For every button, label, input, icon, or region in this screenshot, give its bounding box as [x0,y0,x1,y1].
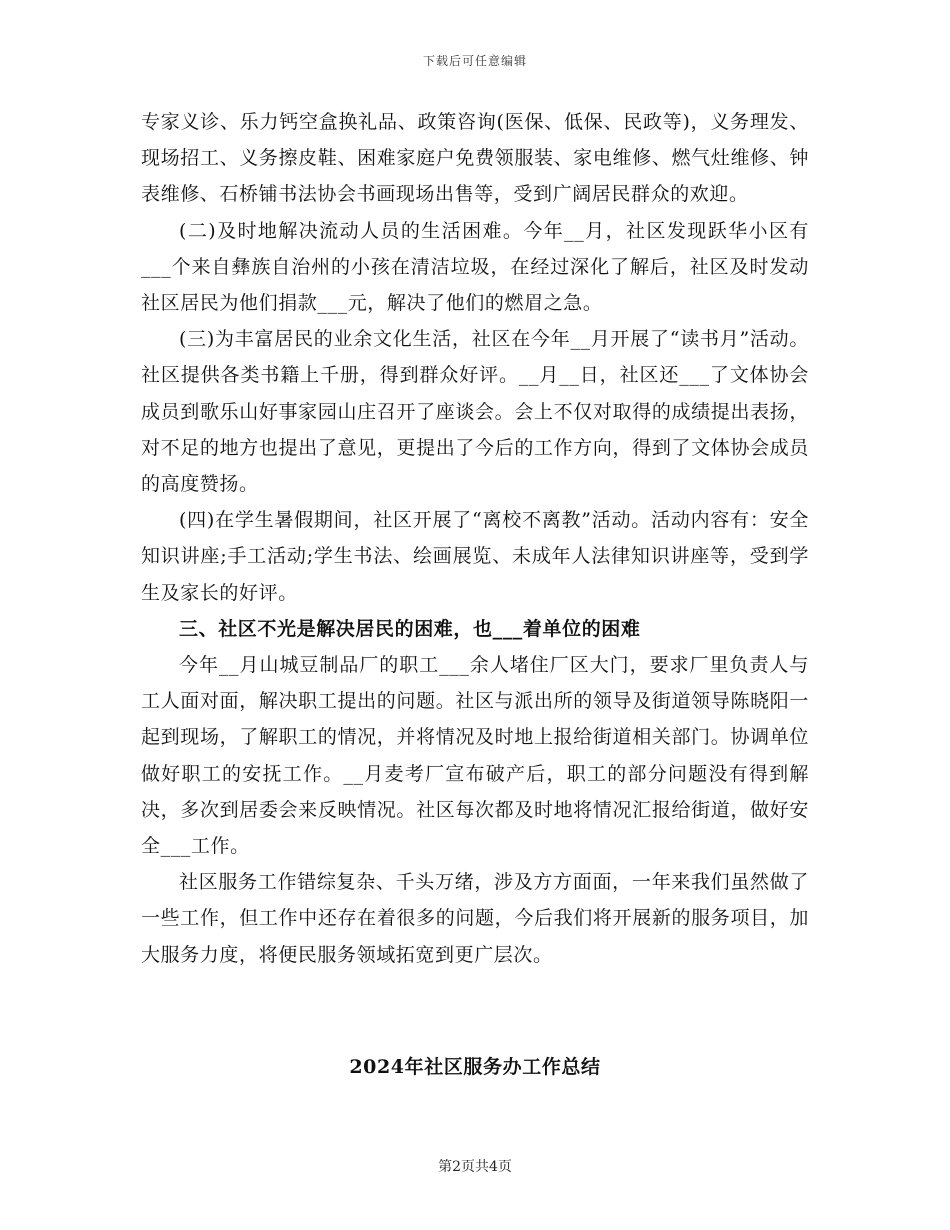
page-header-note: 下载后可任意编辑 [422,54,527,68]
paragraph-section-4: (四)在学生暑假期间，社区开展了“离校不离教”活动。活动内容有：安全知识讲座;手工活动;学生书法、绘画展览、未成年人法律知识讲座等，受到学生及家长的好评。 [141,509,809,604]
paragraph-factory-issue: 今年__月山城豆制品厂的职工___余人堵住厂区大门，要求厂里负责人与工人面对面，解决职工提出的问题。社区与派出所的领导及街道领导陈晓阳一起到现场，了解职工的情况，并将情况及时地上报给街道相关部门。协调单位做好职工的安抚工作。__月麦考厂宣布破产后，职工的部分问题没有得到解决，多次到居委会来反映情况。社区每次都及时地将情况汇报给街道，做好安全___工作。 [141,654,809,858]
paragraph-continuation: 专家义诊、乐力钙空盒换礼品、政策咨询(医保、低保、民政等)，义务理发、现场招工、义务擦皮鞋、困难家庭户免费领服装、家电维修、燃气灶维修、钟表维修、石桥铺书法协会书画现场出售等，受到广阔居民群众的欢迎。 [141,111,809,206]
section-heading-3: 三、社区不光是解决居民的困难，也___着单位的困难 [179,617,641,640]
paragraph-section-2: (二)及时地解决流动人员的生活困难。今年__月，社区发现跃华小区有___个来自彝族自治州的小孩在清洁垃圾，在经过深化了解后，社区及时发动社区居民为他们捐款___元，解决了他们的燃眉之急。 [141,219,809,315]
document-title: 2024年社区服务办工作总结 [349,1056,601,1078]
paragraph-conclusion: 社区服务工作错综复杂、千头万绪，涉及方方面面，一年来我们虽然做了一些工作，但工作中还存在着很多的问题，今后我们将开展新的服务项目，加大服务力度，将便民服务领域拓宽到更广层次。 [141,871,809,966]
document-body [141,104,809,973]
page-footer-number: 第2页共4页 [438,1159,512,1175]
paragraph-section-3: (三)为丰富居民的业余文化生活，社区在今年__月开展了“读书月”活动。社区提供各类书籍上千册，得到群众好评。__月__日，社区还___了文体协会成员到歌乐山好事家园山庄召开了座谈会。会上不仅对取得的成绩提出表扬，对不足的地方也提出了意见，更提出了今后的工作方向，得到了文体协会成员的高度赞扬。 [141,328,809,496]
